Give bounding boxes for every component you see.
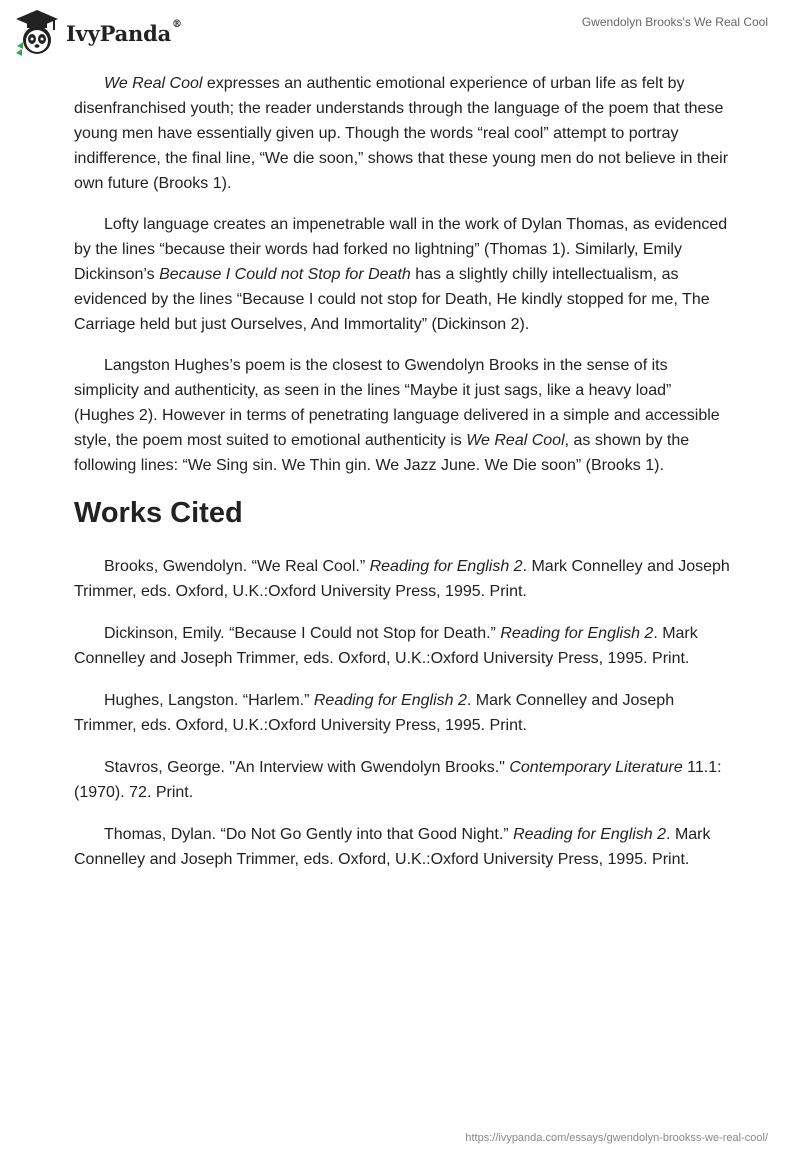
citation-entry: Stavros, George. "An Interview with Gwendolyn Brooks." Contemporary Literature 11.1: (1970). 72. Print. xyxy=(74,759,722,801)
essay-paragraph-1: We Real Cool expresses an authentic emotional experience of urban life as felt by disenfranchised youth; the reader understands through the language of the poem that these young men have essentially given up. Though the words “real cool” attempt to portray indifference, the final line, “We die soon,” shows that these young men do not believe in their own future (Brooks 1). xyxy=(74,75,729,192)
poem-title: Because I Could not Stop for Death xyxy=(159,266,411,283)
citation-entry: Thomas, Dylan. “Do Not Go Gently into that Good Night.” Reading for English 2. Mark Connelley and Joseph Trimmer, eds. Oxford, U.K.:Oxford University Press, 1995. Print. xyxy=(74,826,711,868)
source-url[interactable]: https://ivypanda.com/essays/gwendolyn-brookss-we-real-cool/ xyxy=(465,1132,768,1144)
page-header xyxy=(0,0,800,70)
poem-title: We Real Cool xyxy=(104,75,203,92)
panda-graduation-cap-icon xyxy=(14,8,60,58)
logo-wordmark: IvyPanda® xyxy=(66,18,182,46)
citation-entry: Brooks, Gwendolyn. “We Real Cool.” Reading for English 2. Mark Connelley and Joseph Trimmer, eds. Oxford, U.K.:Oxford University Press, 1995. Print. xyxy=(74,558,730,600)
essay-content xyxy=(74,71,734,889)
citation-entry: Dickinson, Emily. “Because I Could not Stop for Death.” Reading for English 2. Mark Connelley and Joseph Trimmer, eds. Oxford, U.K.:Oxford University Press, 1995. Print. xyxy=(74,625,698,667)
citation-entry: Hughes, Langston. “Harlem.” Reading for English 2. Mark Connelley and Joseph Trimmer, eds. Oxford, U.K.:Oxford University Press, 1995. Print. xyxy=(74,692,675,734)
essay-paragraph-2: Lofty language creates an impenetrable wall in the work of Dylan Thomas, as evidenced by the lines “because their words had forked no lightning” (Thomas 1). Similarly, Emily Dickinson’s Because I Could not Stop for Death has a slightly chilly intellectualism, as evidenced by the lines “Because I could not stop for Death, He kindly stopped for me, The Carriage held but just Ourselves, And Immortality” (Dickinson 2). xyxy=(74,216,728,333)
poem-title: We Real Cool xyxy=(466,432,565,449)
works-cited-heading: Works Cited xyxy=(74,497,243,529)
running-title: Gwendolyn Brooks's We Real Cool xyxy=(581,15,768,29)
essay-paragraph-3: Langston Hughes’s poem is the closest to Gwendolyn Brooks in the sense of its simplicity and authenticity, as seen in the lines “Maybe it just sags, like a heavy load” (Hughes 2). However in terms of penetrating language delivered in a simple and accessible style, the poem most suited to emotional authenticity is We Real Cool, as shown by the following lines: “We Sing sin. We Thin gin. We Jazz June. We Die soon” (Brooks 1). xyxy=(74,357,720,474)
ivypanda-logo[interactable] xyxy=(14,8,182,58)
